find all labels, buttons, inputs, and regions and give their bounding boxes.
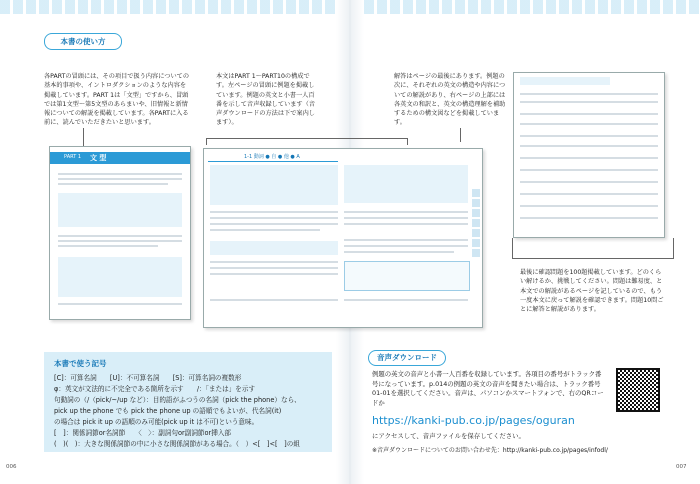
text-line: [520, 157, 658, 159]
audio-note: ※音声ダウンロードについてのお問い合わせ先：http://kanki-pub.co.jp/pages/infodl/: [372, 447, 608, 454]
side-tabs: [472, 189, 480, 259]
audio-url-link[interactable]: https://kanki-pub.co.jp/pages/oguran: [372, 414, 575, 427]
text-line: [520, 123, 658, 125]
text-line: [520, 101, 658, 103]
text-line: [58, 173, 182, 175]
table-block: [58, 193, 182, 227]
text-line: [210, 273, 338, 275]
audio-title: 音声ダウンロード: [368, 350, 446, 366]
legend-row: φ：英文が文法的に不完全である箇所を示す /：「または」を示す: [54, 385, 256, 393]
sample-header-rule: [208, 161, 338, 162]
sample-spread-thumbnail: [203, 148, 483, 328]
legend-row: 句動詞の（/（pick/~/up など）：目的語がふつうの名詞（pick the phone）なら、: [54, 396, 301, 404]
intro-text: 各PARTの冒頭には、その項目で扱う内容についての基本的事項や、イントロダクションのような内容を掲載しています。PART 1は「文型」ですから、冒頭では第1文型〜第5文型のあらまいや、旧情報と新情報についての解説を掲載しています。各PARTに入る前に、読んでいただきたいと思います。: [44, 73, 190, 127]
legend-title: 本書で使う記号: [54, 359, 107, 368]
sample-blue-block: [210, 165, 338, 205]
text-line: [520, 145, 658, 147]
bracket-right-bottom: [512, 238, 674, 259]
text-line: [210, 217, 338, 219]
text-line: [210, 267, 338, 269]
text-line: [58, 303, 182, 305]
text-line: [58, 178, 182, 180]
part-intro-thumbnail: [49, 146, 191, 320]
text-line: [344, 299, 468, 301]
part-name: 文 型: [90, 154, 107, 162]
text-line: [520, 205, 658, 207]
qr-code-icon[interactable]: [616, 368, 660, 412]
legend-row: [C]：可算名詞 [U]：不可算名詞 [S]：可算名詞の複数形: [54, 374, 242, 382]
text-line: [520, 93, 658, 95]
exercise-header: [520, 77, 610, 85]
text-line: [520, 193, 658, 195]
text-line: [344, 245, 468, 247]
exercise-thumbnail: [513, 72, 665, 238]
text-line: [520, 217, 658, 219]
sample-mid-block: [210, 241, 338, 255]
legend-row: ( )( )：大きな関係詞節の中に小さな関係詞節がある場合。（ ）<[ ]<[ ]の組: [54, 440, 300, 448]
text-line: [344, 223, 468, 225]
text-line: [344, 239, 468, 241]
right-top-text: 解答はページの最後にあります。例題の次に、それぞれの英文の構造や内容についての解説があり、右ページの上部には各英文の和訳と、英文の構造理解を補助するための構文図などを掲載しています。: [394, 73, 506, 127]
sample-header: 1-1 動詞 ● 自 ● 他 ● A: [244, 154, 300, 160]
example-block: [58, 257, 182, 297]
legend-row: の場合は pick it up の語順のみ可能(pick up it は不可)という意味。: [54, 418, 259, 426]
text-line: [210, 299, 338, 301]
bracket-right: [460, 128, 462, 142]
text-line: [58, 245, 158, 247]
text-line: [210, 223, 338, 225]
text-line: [58, 183, 168, 185]
sample-blue-block: [344, 165, 468, 203]
right-bottom-text: 最後に確認問題を100題掲載しています。どのくらい解けるか、挑戦してください。問題は難易度、と本文での解説があるページを記しているので、もう一度本文に戻って解説を確認できます。問題10問ごとに解答と解説があります。: [520, 269, 664, 314]
bracket-left: [83, 128, 85, 148]
audio-body: 例題の英文の音声と小書一人百番を収録しています。各項目の番号がトラック番号になっています。p.014の例題の英文の音声を聞きたい場合は、トラック番号01-01を選択してください。音声は、パソコンかスマートフォンで、右のQRコードか: [372, 370, 604, 407]
sample-diagram-block: [344, 261, 470, 291]
page-number-right: 007: [676, 464, 687, 470]
text-line: [210, 211, 338, 213]
audio-after-url: にアクセスして、音声ファイルを保存してください。: [372, 432, 525, 440]
legend-row: pick up the phone でも pick the phone up の語順でもよいが、代名詞(it): [54, 407, 282, 415]
text-line: [344, 251, 454, 253]
bracket-center: [206, 138, 408, 145]
page-title: 本書の使い方: [44, 33, 122, 50]
text-line: [210, 261, 338, 263]
text-line: [520, 113, 658, 115]
center-text: 本文はPART 1〜PART10の構成です。左ページの冒頭に例題を掲載しています。例題の英文と小書一人百番を示して音声収録しています（音声ダウンロードの方法は下で案内します）。: [216, 73, 315, 127]
text-line: [520, 135, 658, 137]
part-label: PART 1: [64, 154, 82, 160]
page-number-left: 006: [6, 464, 17, 470]
text-line: [520, 181, 658, 183]
text-line: [58, 240, 182, 242]
text-line: [344, 217, 468, 219]
text-line: [210, 229, 320, 231]
legend-row: [ ]：関係詞節or名詞節 〈 〉：副詞句or副詞節or挿入部: [54, 429, 232, 437]
text-line: [58, 235, 182, 237]
text-line: [344, 211, 468, 213]
legend-box: [44, 352, 332, 452]
text-line: [520, 169, 658, 171]
